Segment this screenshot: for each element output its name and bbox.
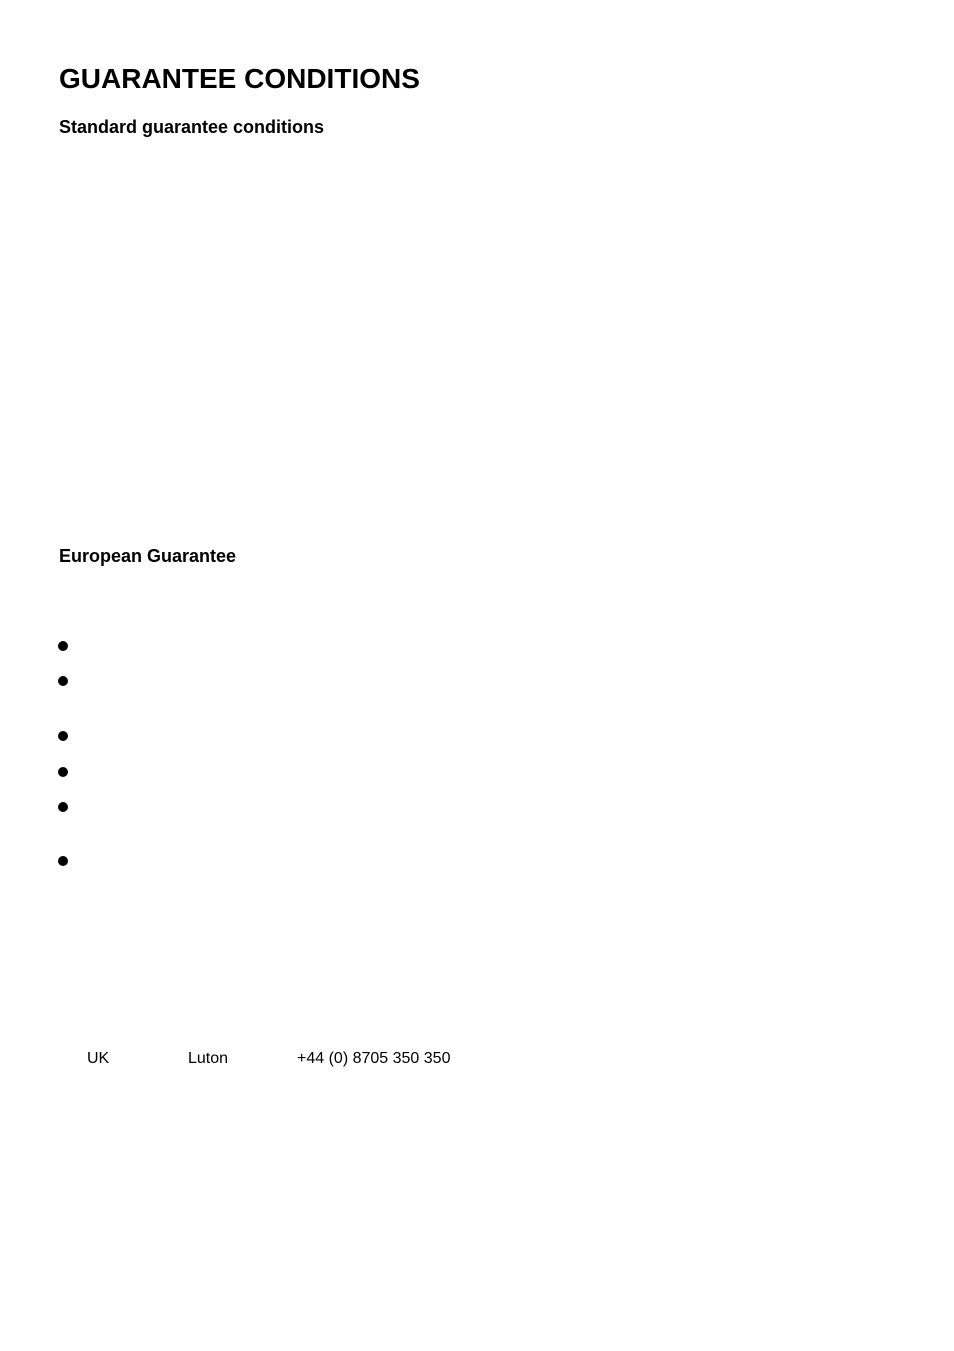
contact-phone: +44 (0) 8705 350 350 [297, 1050, 451, 1067]
list-bullet [58, 676, 68, 686]
list-bullet [58, 731, 68, 741]
list-bullet [58, 767, 68, 777]
list-bullet [58, 641, 68, 651]
contact-city: Luton [188, 1050, 229, 1067]
standard-guarantee-heading: Standard guarantee conditions [59, 117, 325, 137]
page-title: GUARANTEE CONDITIONS [59, 63, 420, 94]
european-guarantee-heading: European Guarantee [59, 546, 237, 566]
list-bullet [58, 802, 68, 812]
contact-country: UK [87, 1050, 110, 1067]
contact-row [0, 1049, 954, 1069]
list-bullet [58, 856, 68, 866]
